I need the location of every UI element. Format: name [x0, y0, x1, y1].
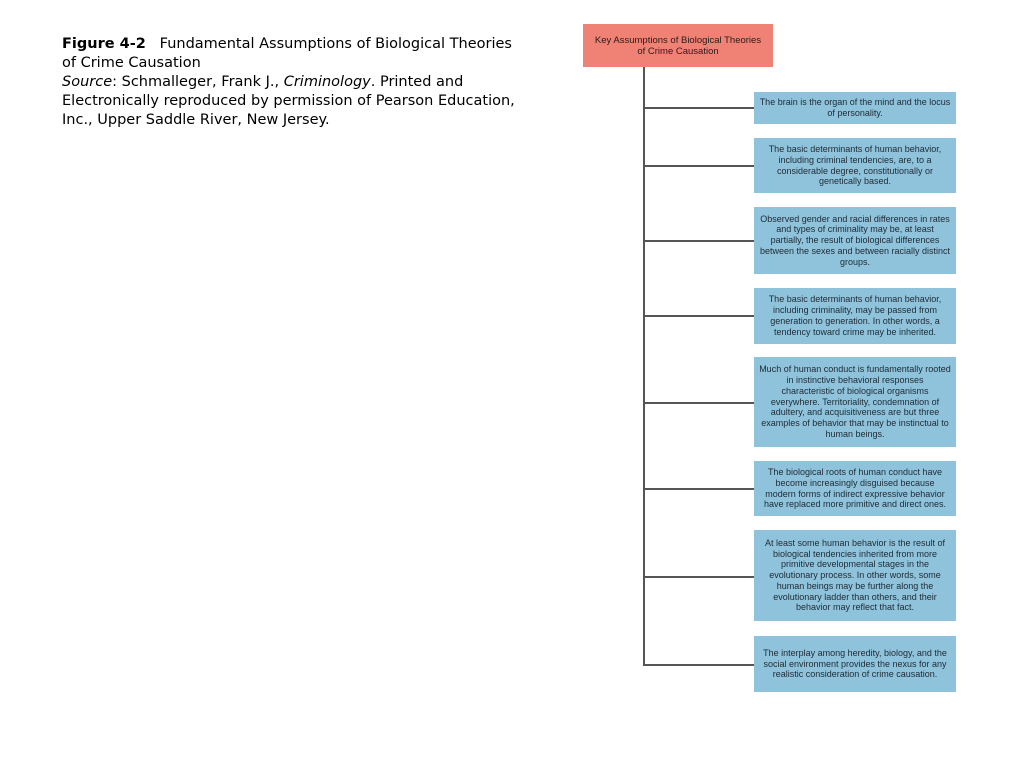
branch-line-6	[643, 488, 754, 490]
source-book-title: Criminology	[283, 74, 371, 90]
figure-title: Fundamental Assumptions of Biological Theories of Crime Causation	[62, 36, 512, 71]
assumption-node-4: The basic determinants of human behavior, including criminality, may be passed from generation to generation. In other words, a tendency toward crime may be inherited.	[754, 288, 956, 344]
assumption-node-1: The brain is the organ of the mind and the locus of personality.	[754, 92, 956, 124]
branch-line-8	[643, 664, 754, 666]
branch-line-1	[643, 107, 754, 109]
branch-line-2	[643, 165, 754, 167]
branch-line-5	[643, 402, 754, 404]
branch-line-7	[643, 576, 754, 578]
source-author: : Schmalleger, Frank J.,	[112, 74, 284, 90]
assumption-node-6: The biological roots of human conduct have become increasingly disguised because modern forms of indirect expressive behavior have replaced more primitive and direct ones.	[754, 461, 956, 516]
assumption-node-5: Much of human conduct is fundamentally rooted in instinctive behavioral responses characteristic of biological organisms everywhere. Territoriality, condemnation of adultery, and acquisitiveness are but three examples of behavior that may be instinctual to human beings.	[754, 357, 956, 447]
assumption-node-2: The basic determinants of human behavior, including criminal tendencies, are, to a considerable degree, constitutionally or genetically based.	[754, 138, 956, 193]
figure-label: Figure 4-2	[62, 36, 146, 52]
diagram-root-node: Key Assumptions of Biological Theories of Crime Causation	[583, 24, 773, 67]
branch-line-4	[643, 315, 754, 317]
assumption-node-8: The interplay among heredity, biology, and the social environment provides the nexus for any realistic consideration of crime causation.	[754, 636, 956, 692]
source-permission: . Printed and Electronically reproduced by permission of Pearson Education, Inc., Upper Saddle River, New Jersey.	[62, 74, 515, 128]
branch-line-3	[643, 240, 754, 242]
assumption-node-7: At least some human behavior is the result of biological tendencies inherited from more primitive developmental stages in the evolutionary process. In other words, some human beings may be further along the evolutionary ladder than others, and their behavior may reflect that fact.	[754, 530, 956, 621]
source-label: Source	[62, 74, 113, 90]
assumption-node-3: Observed gender and racial differences in rates and types of criminality may be, at least partially, the result of biological differences between the sexes and between racially distinct groups.	[754, 207, 956, 274]
figure-caption	[62, 35, 522, 130]
